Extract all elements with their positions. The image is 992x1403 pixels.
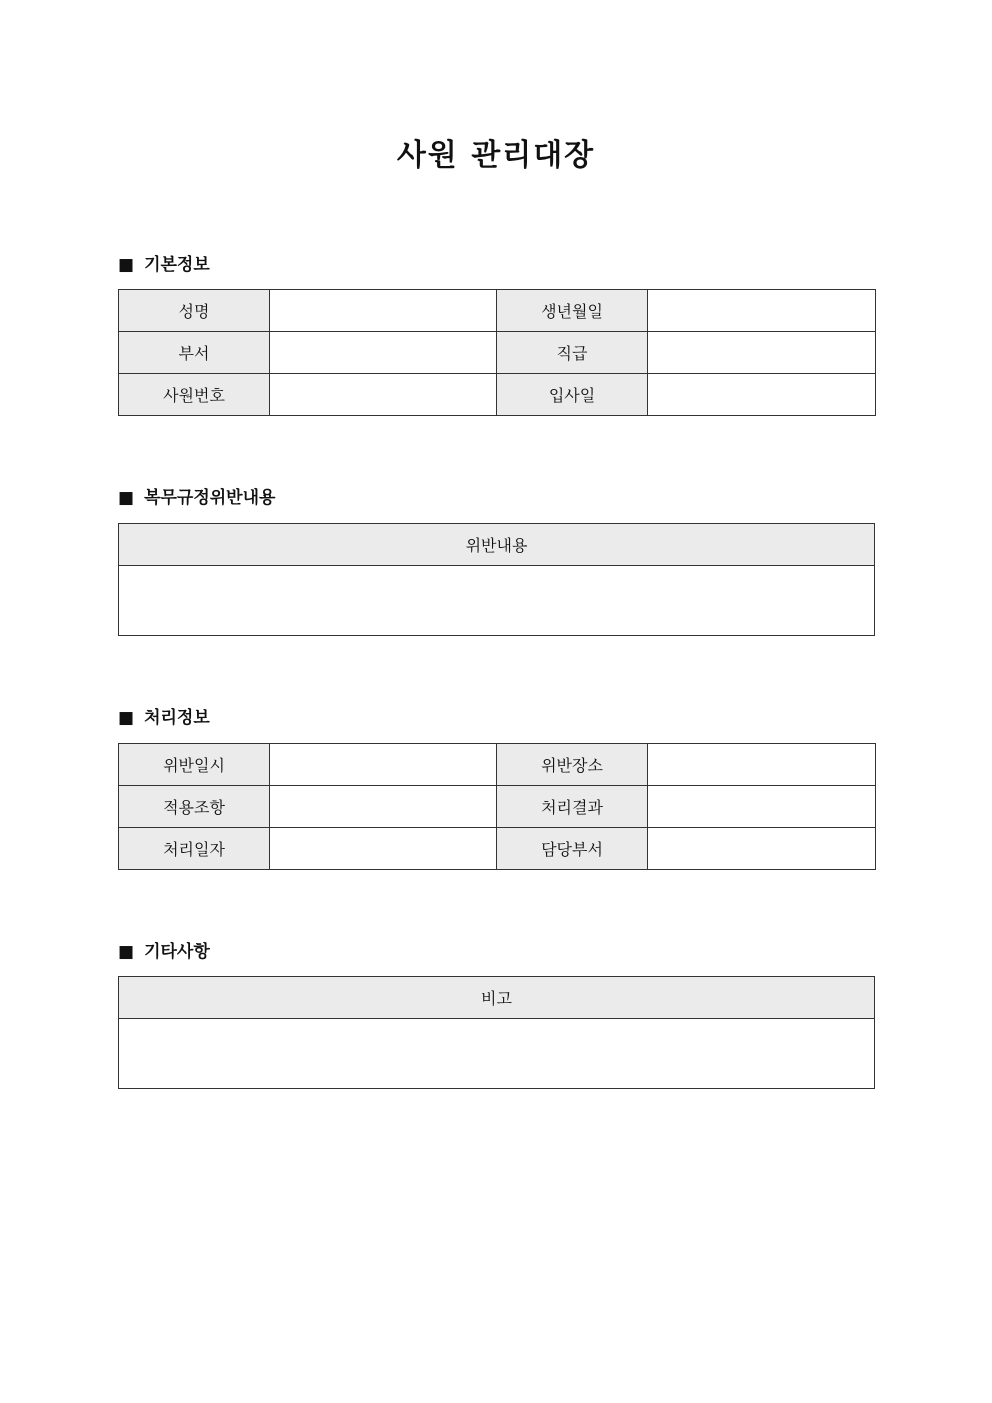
black-square-icon: ■ (118, 708, 135, 728)
table-row (119, 524, 875, 566)
table-row (119, 566, 875, 636)
violation-place-label: 위반장소 (497, 744, 648, 786)
table-row (119, 374, 876, 416)
section-heading-label: 기타사항 (144, 942, 210, 962)
table-row (119, 828, 876, 870)
black-square-icon: ■ (118, 942, 135, 962)
violation-place-field[interactable] (648, 744, 876, 786)
join-date-field[interactable] (648, 374, 876, 416)
remarks-header: 비고 (119, 977, 875, 1019)
section-heading-violation (118, 486, 275, 510)
position-field[interactable] (648, 332, 876, 374)
violation-table (118, 523, 875, 636)
name-label: 성명 (119, 290, 270, 332)
position-label: 직급 (497, 332, 648, 374)
table-row (119, 290, 876, 332)
department-label: 부서 (119, 332, 270, 374)
black-square-icon: ■ (118, 255, 135, 275)
table-row (119, 786, 876, 828)
document-title: 사원 관리대장 (396, 138, 596, 173)
section-heading-other (118, 940, 210, 964)
employee-number-field[interactable] (270, 374, 497, 416)
employee-number-label: 사원번호 (119, 374, 270, 416)
processing-info-table (118, 743, 876, 870)
remarks-table (118, 976, 875, 1089)
responsible-department-label: 담당부서 (497, 828, 648, 870)
remarks-field[interactable] (119, 1019, 875, 1089)
responsible-department-field[interactable] (648, 828, 876, 870)
section-heading-label: 처리정보 (144, 708, 210, 728)
table-row (119, 744, 876, 786)
processing-date-label: 처리일자 (119, 828, 270, 870)
section-heading-processing (118, 706, 210, 730)
violation-content-field[interactable] (119, 566, 875, 636)
table-row (119, 332, 876, 374)
birth-date-field[interactable] (648, 290, 876, 332)
table-row (119, 1019, 875, 1089)
violation-datetime-field[interactable] (270, 744, 497, 786)
table-row (119, 977, 875, 1019)
processing-date-field[interactable] (270, 828, 497, 870)
black-square-icon: ■ (118, 488, 135, 508)
birth-date-label: 생년월일 (497, 290, 648, 332)
applied-clause-field[interactable] (270, 786, 497, 828)
applied-clause-label: 적용조항 (119, 786, 270, 828)
section-heading-basic (118, 253, 210, 277)
processing-result-field[interactable] (648, 786, 876, 828)
basic-info-table (118, 289, 876, 416)
join-date-label: 입사일 (497, 374, 648, 416)
violation-content-header: 위반내용 (119, 524, 875, 566)
department-field[interactable] (270, 332, 497, 374)
section-heading-label: 기본정보 (144, 255, 210, 275)
section-heading-label: 복무규정위반내용 (144, 488, 276, 508)
violation-datetime-label: 위반일시 (119, 744, 270, 786)
processing-result-label: 처리결과 (497, 786, 648, 828)
name-field[interactable] (270, 290, 497, 332)
